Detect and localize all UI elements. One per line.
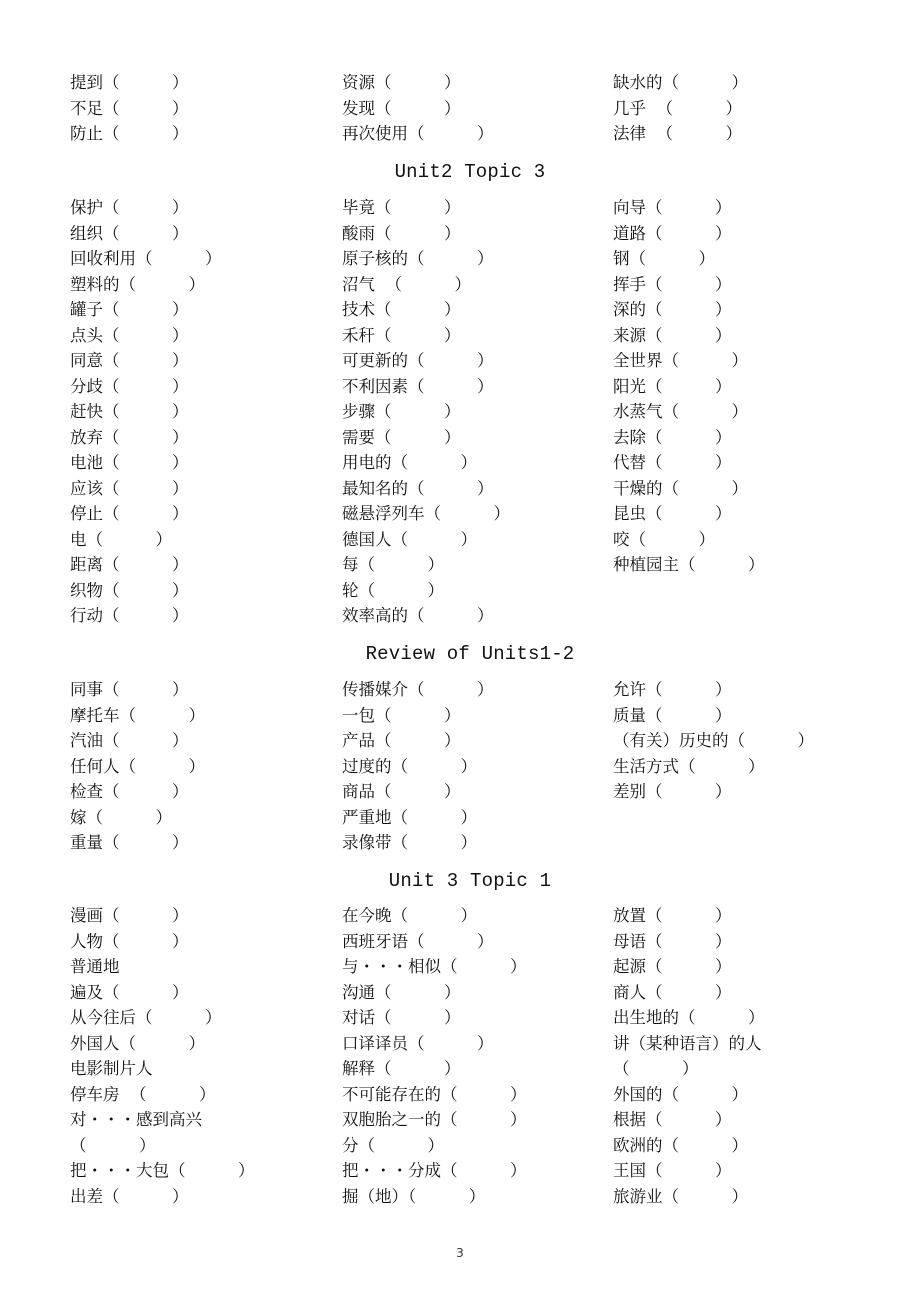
vocab-row	[70, 70, 890, 96]
vocab-item: 应该（ ）	[70, 478, 189, 498]
vocab-item: 汽油（ ）	[70, 731, 189, 750]
vocab-row	[70, 1005, 890, 1031]
vocab-row	[70, 578, 890, 604]
vocab-item: 根据（ ）	[613, 1110, 732, 1129]
vocab-item: 分（ ）	[342, 1135, 444, 1155]
vocab-row	[70, 450, 890, 476]
vocab-item: 外国人（ ）	[70, 1033, 205, 1053]
vocab-item: 摩托车（ ）	[70, 705, 205, 725]
vocab-item: 电（ ）	[70, 529, 172, 549]
vocab-item: 西班牙语（ ）	[342, 931, 494, 951]
vocab-item: （ ）	[70, 1135, 156, 1155]
vocab-grid	[70, 677, 890, 856]
vocab-row	[70, 703, 890, 729]
vocab-row	[70, 1133, 890, 1159]
vocab-row	[70, 754, 890, 780]
vocab-item: 重量（ ）	[70, 833, 189, 852]
vocab-item: 向导（ ）	[613, 198, 732, 217]
vocab-item: 沼气 （ ）	[342, 274, 471, 294]
vocab-row	[70, 297, 890, 323]
vocab-item: 赶快（ ）	[70, 402, 189, 421]
vocab-item: 不可能存在的（ ）	[342, 1084, 527, 1104]
vocab-item: 生活方式（ ）	[613, 756, 765, 776]
vocab-row	[70, 1082, 890, 1108]
vocab-item: 几乎 （ ）	[613, 98, 742, 118]
vocab-item: （ ）	[613, 1059, 699, 1078]
vocab-item: 原子核的（ ）	[342, 249, 494, 268]
vocab-item: （有关）历史的（ ）	[613, 731, 814, 750]
vocab-item: 差别（ ）	[613, 782, 732, 801]
vocab-row	[70, 476, 890, 502]
vocab-item: 步骤（ ）	[342, 402, 461, 421]
vocab-item: 在今晚（ ）	[342, 906, 477, 925]
vocab-item: 出生地的（ ）	[613, 1008, 765, 1027]
vocab-row	[70, 121, 890, 147]
vocab-row	[70, 1184, 890, 1210]
vocab-row	[70, 374, 890, 400]
vocab-item: 与・・・相似（ ）	[342, 957, 527, 976]
vocab-item: 防止（ ）	[70, 124, 189, 143]
vocab-item: 昆虫（ ）	[613, 504, 732, 523]
vocab-item: 效率高的（ ）	[342, 606, 494, 625]
vocab-row	[70, 221, 890, 247]
vocab-item: 产品（ ）	[342, 731, 461, 750]
vocab-row	[70, 501, 890, 527]
page-number: 3	[456, 1246, 464, 1260]
vocab-row	[70, 929, 890, 955]
vocab-item: 不利因素（ ）	[342, 376, 494, 396]
vocab-item: 同事（ ）	[70, 680, 189, 699]
vocab-item: 商品（ ）	[342, 782, 461, 801]
vocab-item: 资源（ ）	[342, 73, 461, 92]
vocab-item: 嫁（ ）	[70, 807, 172, 827]
vocab-item: 质量（ ）	[613, 705, 732, 725]
vocab-item: 用电的（ ）	[342, 453, 477, 472]
vocab-row	[70, 903, 890, 929]
vocab-item: 毕竟（ ）	[342, 198, 461, 217]
vocab-item: 钢（ ）	[613, 249, 715, 268]
vocab-item: 放弃（ ）	[70, 427, 189, 447]
vocab-row	[70, 399, 890, 425]
section-heading: Unit2 Topic 3	[394, 161, 546, 183]
vocab-item: 停止（ ）	[70, 504, 189, 523]
vocab-item: 对・・・感到高兴	[70, 1110, 202, 1129]
vocab-item: 组织（ ）	[70, 223, 189, 243]
vocab-item: 最知名的（ ）	[342, 478, 494, 498]
vocab-item: 酸雨（ ）	[342, 223, 461, 243]
vocab-item: 轮（ ）	[342, 580, 444, 600]
vocab-item: 电影制片人	[70, 1059, 153, 1078]
vocab-row	[70, 348, 890, 374]
vocab-item: 人物（ ）	[70, 931, 189, 951]
vocab-row	[70, 246, 890, 272]
vocab-row	[70, 1031, 890, 1057]
vocab-row	[70, 272, 890, 298]
vocab-item: 阳光（ ）	[613, 376, 732, 396]
vocab-item: 放置（ ）	[613, 906, 732, 925]
vocab-item: 每（ ）	[342, 555, 444, 574]
vocab-item: 分歧（ ）	[70, 376, 189, 396]
vocab-item: 距离（ ）	[70, 555, 189, 574]
vocab-item: 织物（ ）	[70, 580, 189, 600]
vocab-row	[70, 1056, 890, 1082]
vocab-item: 严重地（ ）	[342, 807, 477, 827]
vocab-row	[70, 195, 890, 221]
vocab-item: 法律 （ ）	[613, 124, 742, 143]
vocab-item: 德国人（ ）	[342, 529, 477, 549]
vocab-item: 普通地	[70, 957, 120, 976]
vocab-row	[70, 425, 890, 451]
vocab-item: 水蒸气（ ）	[613, 402, 748, 421]
vocab-item: 双胞胎之一的（ ）	[342, 1110, 527, 1129]
vocab-item: 漫画（ ）	[70, 906, 189, 925]
vocab-item: 任何人（ ）	[70, 756, 205, 776]
vocab-row	[70, 830, 890, 856]
vocab-item: 罐子（ ）	[70, 300, 189, 319]
vocab-item: 再次使用（ ）	[342, 124, 494, 143]
vocab-item: 禾秆（ ）	[342, 325, 461, 345]
vocab-item: 缺水的（ ）	[613, 73, 748, 92]
vocab-item: 需要（ ）	[342, 427, 461, 447]
vocab-item: 欧洲的（ ）	[613, 1135, 748, 1155]
vocab-item: 起源（ ）	[613, 957, 732, 976]
vocab-item: 旅游业（ ）	[613, 1186, 748, 1206]
vocab-item: 全世界（ ）	[613, 351, 748, 370]
vocab-item: 商人（ ）	[613, 982, 732, 1002]
vocab-row	[70, 1158, 890, 1184]
vocab-item: 保护（ ）	[70, 198, 189, 217]
section-heading: Unit 3 Topic 1	[388, 870, 552, 892]
vocab-item: 行动（ ）	[70, 606, 189, 625]
vocab-item: 干燥的（ ）	[613, 478, 748, 498]
vocab-item: 一包（ ）	[342, 705, 461, 725]
vocab-row	[70, 954, 890, 980]
vocab-item: 王国（ ）	[613, 1161, 732, 1180]
vocab-item: 来源（ ）	[613, 325, 732, 345]
vocab-grid	[70, 903, 890, 1209]
vocab-item: 去除（ ）	[613, 427, 732, 447]
vocab-row	[70, 552, 890, 578]
vocab-item: 对话（ ）	[342, 1008, 461, 1027]
vocab-item: 技术（ ）	[342, 300, 461, 319]
vocab-item: 深的（ ）	[613, 300, 732, 319]
vocab-item: 提到（ ）	[70, 73, 189, 92]
vocab-item: 出差（ ）	[70, 1186, 189, 1206]
vocab-item: 解释（ ）	[342, 1059, 461, 1078]
vocab-item: 塑料的（ ）	[70, 274, 205, 294]
vocab-item: 电池（ ）	[70, 453, 189, 472]
vocab-item: 录像带（ ）	[342, 833, 477, 852]
vocab-item: 发现（ ）	[342, 98, 461, 118]
vocab-row	[70, 980, 890, 1006]
vocab-item: 磁悬浮列车（ ）	[342, 504, 510, 523]
vocab-item: 允许（ ）	[613, 680, 732, 699]
vocab-row	[70, 805, 890, 831]
vocab-item: 从今往后（ ）	[70, 1008, 222, 1027]
vocab-item: 掘（地）（ ）	[342, 1186, 486, 1206]
vocab-item: 挥手（ ）	[613, 274, 732, 294]
vocab-item: 回收利用（ ）	[70, 249, 222, 268]
vocab-item: 外国的（ ）	[613, 1084, 748, 1104]
vocab-item: 检查（ ）	[70, 782, 189, 801]
vocab-item: 道路（ ）	[613, 223, 732, 243]
vocab-row	[70, 677, 890, 703]
vocab-grid	[70, 70, 890, 147]
vocab-item: 咬（ ）	[613, 529, 715, 549]
vocab-item: 同意（ ）	[70, 351, 189, 370]
vocab-item: 母语（ ）	[613, 931, 732, 951]
vocab-row	[70, 728, 890, 754]
vocab-row	[70, 323, 890, 349]
vocab-item: 讲（某种语言）的人	[613, 1033, 762, 1053]
vocab-item: 沟通（ ）	[342, 982, 461, 1002]
vocab-item: 遍及（ ）	[70, 982, 189, 1002]
vocab-item: 种植园主（ ）	[613, 555, 765, 574]
vocab-row	[70, 527, 890, 553]
vocab-item: 停车房 （ ）	[70, 1084, 216, 1104]
vocab-item: 把・・・分成（ ）	[342, 1161, 527, 1180]
vocab-item: 过度的（ ）	[342, 756, 477, 776]
vocab-item: 口译译员（ ）	[342, 1033, 494, 1053]
vocab-item: 把・・・大包（ ）	[70, 1161, 255, 1180]
vocab-item: 传播媒介（ ）	[342, 680, 494, 699]
vocab-item: 点头（ ）	[70, 325, 189, 345]
vocab-item: 代替（ ）	[613, 453, 732, 472]
vocab-row	[70, 603, 890, 629]
section-heading: Review of Units1-2	[365, 643, 575, 665]
vocab-item: 可更新的（ ）	[342, 351, 494, 370]
vocab-row	[70, 96, 890, 122]
vocab-row	[70, 1107, 890, 1133]
vocab-row	[70, 779, 890, 805]
vocab-item: 不足（ ）	[70, 98, 189, 118]
vocab-grid	[70, 195, 890, 629]
